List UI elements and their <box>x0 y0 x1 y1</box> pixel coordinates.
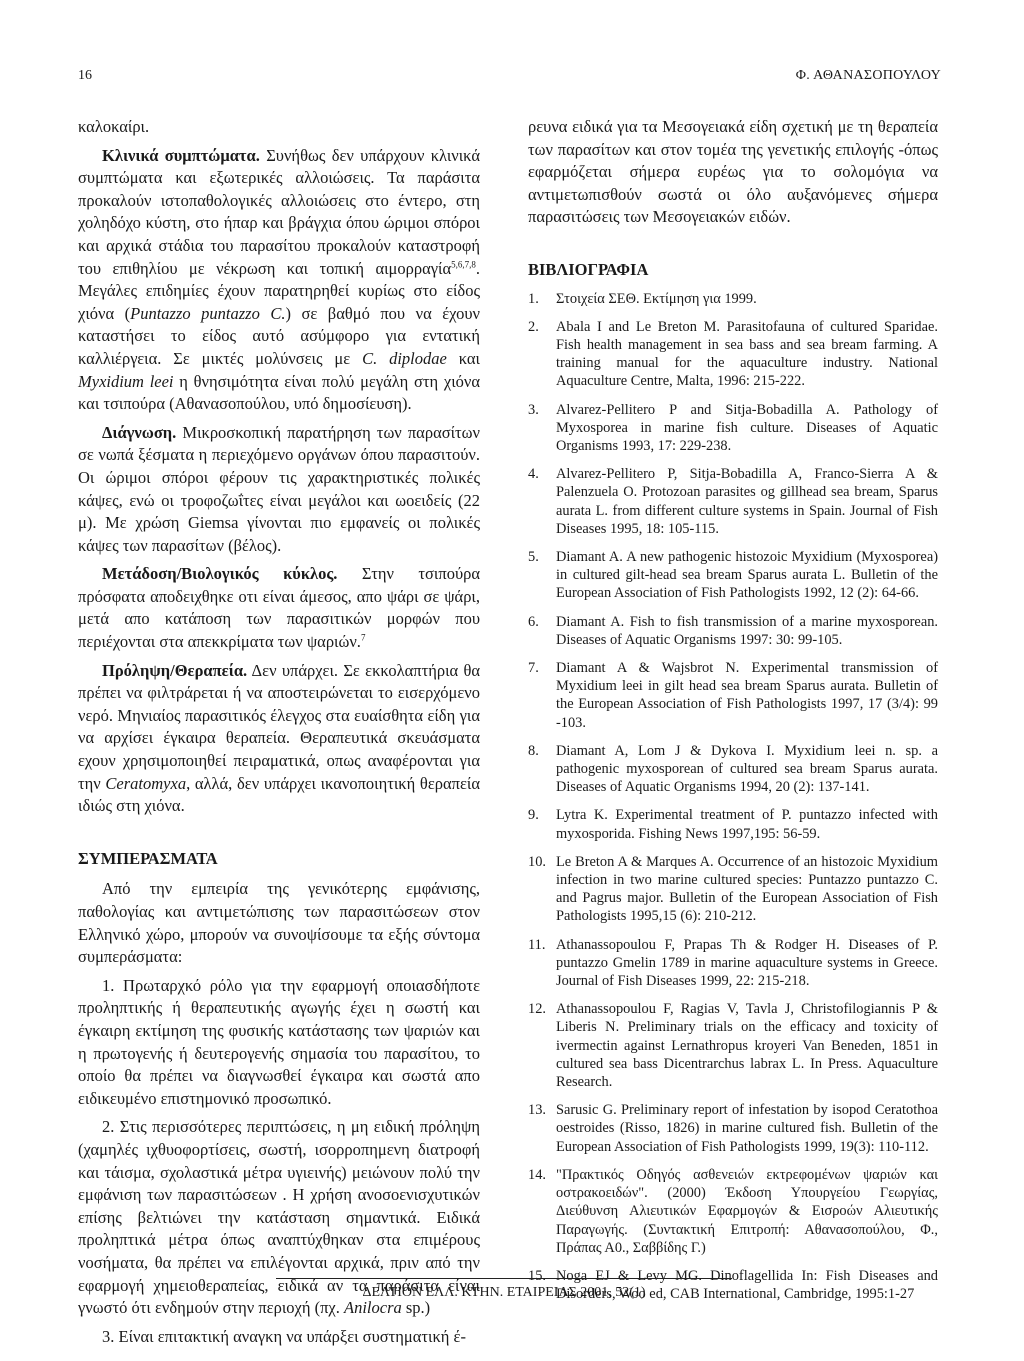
reference-text: Alvarez-Pellitero P and Sitja-Bobadilla A. Pathology of Myxosporea in marine fish culture. Diseases of Aquatic Organisms 1993, 17: 229-238. <box>556 401 938 454</box>
paragraph-conclusion-1: 1. Πρωταρχκό ρόλο για την εφαρμογή οποιασδήποτε προληπτικής ή θεραπευτικής αγωγής έχει η σωστή και έγκαιρη εκτίμηση της φυσικής κατάστασης των ψαριών και η πρωτογενής ή δευτερογενής σημασία του παρασίτου, το οποίο θα πρέπει να διαγνωσθεί έγκαιρα και σωστά απο ειδικευμένο επιστημονικό προσωπικό. <box>78 975 480 1108</box>
text-run: , αλλά, δεν υπάρχει ικανοποιητική θεραπεία ιδιώς στη χιόνα. <box>78 773 480 816</box>
reference-item <box>528 318 938 391</box>
reference-item <box>528 613 938 649</box>
section-title-bibliography: ΒΙΒΛΙΟΓΡΑΦΙΑ <box>528 259 649 279</box>
paragraph-clinical-signs <box>78 145 480 416</box>
reference-number: 5. <box>528 549 539 565</box>
reference-item <box>528 548 938 603</box>
text-run: sp.) <box>401 1298 431 1318</box>
paragraph-diagnosis <box>78 422 480 558</box>
reference-number: 11. <box>528 936 546 953</box>
heading-transmission: Μετάδοση/Βιολογικός κύκλος. <box>102 564 338 584</box>
reference-number: 1. <box>528 290 539 307</box>
paragraph-conclusions-intro: Από την εμπειρία της γενικότερης εμφάνισης, παθολογίας και αντιμετώπισης των παρασιτώσεων στον Ελληνικό χώρο, μπορούν να συνοψίσουμε τα εξής σύντομα συμπεράσματα: <box>78 879 480 967</box>
paragraph-transmission <box>78 563 480 653</box>
reference-number: 6. <box>528 613 539 630</box>
reference-number: 10. <box>528 853 546 870</box>
left-column <box>78 116 480 1348</box>
reference-number: 15. <box>528 1267 546 1284</box>
reference-number: 14. <box>528 1166 546 1183</box>
paragraph-continuation: ρευνα ειδικά για τα Μεσογειακά είδη σχετική με τη θεραπεία των παρασίτων και στον τομέα της γενετικής επιλογής -όπως εφαρμόζεται σήμερα ευρέως για το σολομόγια να αντιμετωπισθούν σωστά οι όλο αυξανόμενες σήμερα παρασιτώσεις των Μεσογειακών ειδών. <box>528 117 938 227</box>
right-column <box>528 116 938 1313</box>
reference-list <box>528 290 938 1304</box>
text-run: . Μεγάλες επιδημίες έχουν παρατηρηθεί κυρίως στο είδος χιόνα ( <box>78 258 480 323</box>
reference-text: Στοιχεία ΣΕΘ. Εκτίμηση για 1999. <box>556 290 757 307</box>
reference-text: Le Breton A & Marques A. Occurrence of an histozoic Myxidium infection in two marine cultured species: Puntazzo puntazzo C. and Pagrus major. Bulletin of the European Association of Fish Pathologists 1995,15 (6): 210-212. <box>556 853 938 925</box>
reference-number: 4. <box>528 466 539 483</box>
paragraph-conclusion-3: 3. Είναι επιτακτική αναγκη να υπάρξει συστηματική έ- <box>102 1326 466 1346</box>
reference-item <box>528 853 938 926</box>
reference-number: 8. <box>528 742 539 759</box>
text-run: 2. Στις περισσότερες περιπτώσεις, η μη ειδική πρόληψη (χαμηλές ιχθυοφορτίσεις, σωστή, ισορροπημενη διατροφή και τάισμα, σχολαστικά μέτρα υγιεινής) μειώνουν πολύ την εμφάνιση των παρασιτώσεων . Η χρήση ανοσοενισχυτικών επίσης βελτιώνει την κατάσταση σημαντικά. Ειδικά προληπτικά μέτρα όπως αναπτύχθηκαν στα επιμέρους νοσήματα, θα πρέπει να επιλέγονται αρχικά, πριν από την εφαρμογή χημειοθεραπείας, ειδικά αν τα παράσιτα είναι γνωστό ότι ενδημούν στην περιοχή (πχ. <box>78 1117 480 1318</box>
reference-text: Athanassopoulou F, Ragias V, Tavla J, Christofilogiannis P & Liberis N. Preliminary trials on the efficacy and toxicity of ivermectin against Lernathropus kroyeri Van Beneden, 1851 in cultured sea bass Dicentrarchus labrax L. In Press. Aquaculture Research. <box>556 1001 938 1091</box>
species-name: C. diplodae <box>362 348 447 368</box>
reference-item <box>528 1000 938 1091</box>
reference-text: Abala I and Le Breton M. Parasitofauna of cultured Sparidae. Fish health management in sea bass and sea bream farming. A training manual for the aquaculture industry. National Aquaculture Centre, Malta, 1996: 215-222. <box>556 318 938 390</box>
text-run: ) σε βαθμό που να έχουν καταστήσει το είδος αυτό ασύμφορο για εντατική καλλιέργεια. Σε μικτές μολύνσεις με <box>78 303 480 368</box>
text-run: Δεν υπάρχει. Σε εκκολαπτήρια θα πρέπει να φιλτράρεται ή να αποστειρώνεται το εισερχόμενο νερό. Μηνιαίος παρασιτικός έλεγχος στα ευαίσθητα είδη για να αρχίσει έγκαιρα θεραπεία. Θεραπευτικά σκευάσματα εχουν χρησιμοποιηθεί πειραματικά, οπως αναφέρονται για την <box>78 660 480 793</box>
species-name: Puntazzo puntazzo C. <box>130 303 286 323</box>
reference-item <box>528 806 938 842</box>
footer-journal: ΔΕΛΤΙΟΝ ΕΛΛ. ΚΤΗΝ. ΕΤΑΙΡΕΙΑΣ 2001, 52(1) <box>362 1285 646 1300</box>
reference-text: Diamant A. A new pathogenic histozoic Myxidium (Myxosporea) in cultured gilt-head sea bream Sparus aurata L. Bulletin of the European Association of Fish Pathologists 1992, 12 (2): 64-66. <box>556 549 938 602</box>
running-header-author: Φ. ΑΘΑΝΑΣΟΠΟΥΛΟΥ <box>795 68 941 83</box>
reference-item <box>528 659 938 732</box>
reference-text: "Πρακτικός Οδηγός ασθενειών εκτρεφομένων ψαριών και οστρακοειδών". (2000) Έκδοση Υπουργείου Γεωργίας, Διεύθυνση Αλιευτικών Εφαρμογών & Εισροών Αλιευτικής Παραγωγής. (Συντακτική Επιτροπή: Αθανασοπούλου, Φ., Πράπας Α0., Σαββίδης Γ.) <box>556 1166 938 1256</box>
text-run: Στην τσιπούρα πρόσφατα αποδειχθηκε οτι είναι άμεσος, απο ψάρι σε ψάρι, μετά απο κατάποση των παρασιτικών μορφών που περιέχονται στα απεκκρίματα των ψαριών. <box>78 564 480 652</box>
reference-item <box>528 1101 938 1156</box>
paragraph-summer: καλοκαίρι. <box>78 117 150 136</box>
citation-superscript: 7 <box>360 632 366 643</box>
page-number: 16 <box>78 68 92 83</box>
reference-text: Sarusic G. Preliminary report of infestation by isopod Ceratothoa oestroides (Risso, 1826) in marine cultured fish. Bulletin of the European Association of Fish Pathologists 1999, 19(3): 110-112. <box>556 1102 938 1155</box>
reference-number: 13. <box>528 1102 546 1119</box>
reference-text: Diamant A & Wajsbrot N. Experimental transmission of Myxidium leei in gilt head sea bream Sparus aurata. Bulletin of the European Association of Fish Pathologists 1997, 17 (3/4): 99 -103. <box>556 660 938 731</box>
reference-item <box>528 742 938 797</box>
reference-text: Athanassopoulou F, Prapas Th & Rodger H. Diseases of P. puntazzo Gmelin 1789 in marine aquaculture systems in Greece. Journal of Fish Diseases 1999, 22: 215-218. <box>556 936 938 990</box>
citation-superscript: 5,6,7,8 <box>451 259 476 270</box>
text-run: η θνησιμότητα είναι πολύ μεγάλη στη χιόνα και τσιπούρα (Αθανασοπούλου, υπό δημοσίευση). <box>78 371 480 414</box>
reference-number: 9. <box>528 807 539 824</box>
reference-number: 2. <box>528 318 539 335</box>
reference-text: Diamant A, Lom J & Dykova I. Myxidium leei n. sp. a pathogenic myxosporean of cultured sea bream Sparus aurata. Diseases of Aquatic Organisms 1994, 20 (2): 137-141. <box>556 742 938 796</box>
reference-item <box>528 936 938 991</box>
heading-diagnosis: Διάγνωση. <box>102 422 177 442</box>
section-title-conclusions: ΣΥΜΠΕΡΑΣΜΑΤΑ <box>78 848 218 868</box>
reference-item <box>528 1166 938 1257</box>
species-name: Myxidium leei <box>78 371 174 391</box>
reference-text: Alvarez-Pellitero P, Sitja-Bobadilla A, Franco-Sierra A & Palenzuela O. Protozoan parasites og gillhead sea bream, Sparus aurata L. from different culture systems in Spain. Journal of Fish Diseases 1995, 18: 105-115. <box>556 466 938 537</box>
reference-item <box>528 465 938 538</box>
reference-item <box>528 290 938 308</box>
heading-prevention: Πρόληψη/Θεραπεία. <box>102 660 248 680</box>
footer-rule <box>276 1278 732 1279</box>
heading-clinical-signs: Κλινικά συμπτώματα. <box>102 145 260 165</box>
paragraph-prevention <box>78 660 480 818</box>
text-run: Μικροσκοπική παρατήρηση των παρασίτων σε νωπά ξέσματα η περιεχόμενο οργάνων όπου παρασιτούν. Οι ώριμοι σπόροι φέρουν τις χαρακτηριστικές πολικές κάψες, ενώ οι τροφοζωΐτες είναι μεγάλοι και ωοειδείς (22 μ). Με χρώση Giemsa γίνονται πιο εμφανείς οι πολικές κάψες των παρασίτων (βέλος). <box>78 422 480 555</box>
reference-text: Lytra K. Experimental treatment of P. puntazzo infected with myxosporida. Fishing News 1997,195: 56-59. <box>556 807 938 842</box>
reference-number: 3. <box>528 401 539 418</box>
species-name: Ceratomyxa <box>105 773 187 793</box>
reference-number: 7. <box>528 660 539 677</box>
text-run: Συνήθως δεν υπάρχουν κλινικά συμπτώματα και εξωτερικές αλλοιώσεις. Τα παράσιτα προκαλούν ιστοπαθολογικές αλλοιώσεις στο έντερο, στη χοληδόχο κύστη, στο ήπαρ και βράγχια όπου ώριμοι σπόροι και αρχικά στάδια του παρασίτου προκαλούν καταστροφή του επιθηλίου με νέκρωση και τοπική αιμορραγία <box>78 145 480 278</box>
reference-item <box>528 401 938 456</box>
text-run: και <box>446 348 480 368</box>
reference-number: 12. <box>528 1001 546 1018</box>
species-name: Anilocra <box>344 1298 402 1318</box>
reference-text: Diamant A. Fish to fish transmission of a marine myxosporean. Diseases of Aquatic Organisms 1997: 30: 99-105. <box>556 613 938 648</box>
reference-text: Noga EJ & Levy MG. Dinoflagellida In: Fish Diseases and Disorders, Woo ed, CAB International, Cambridge, 1995:1-27 <box>556 1267 938 1303</box>
